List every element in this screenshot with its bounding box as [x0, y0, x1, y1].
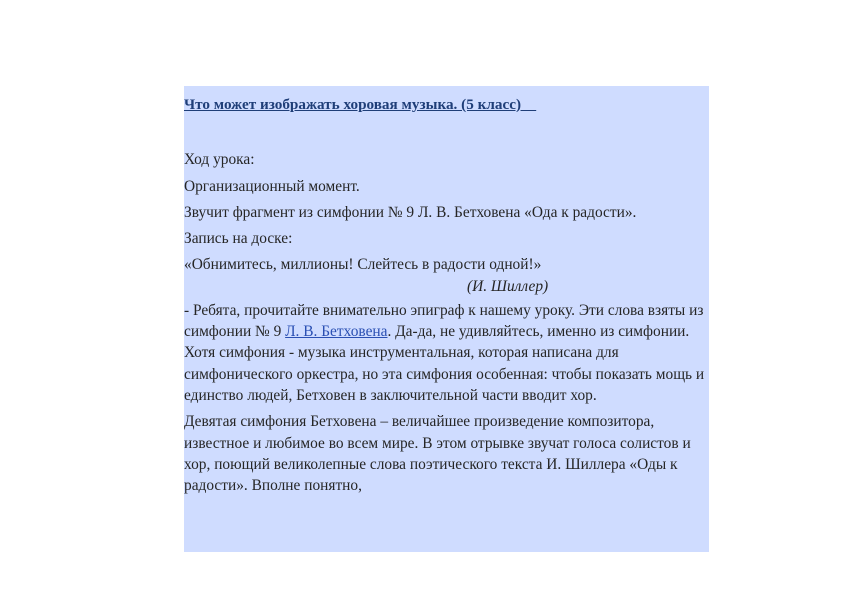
- epigraph-author: (И. Шиллер): [467, 277, 549, 295]
- beethoven-link[interactable]: Л. В. Бетховена: [285, 323, 388, 341]
- ninth-symphony-paragraph: Девятая симфония Бетховена – величайшее произведение композитора, известное и любимое во всем мире. В этом отрывке звучат голоса солистов и хор, поющий великолепные слова поэтического текста И. Шиллера «Оды к радости». Вполне понятно,: [184, 413, 691, 495]
- lesson-title: Что может изображать хоровая музыка. (5 класс): [184, 96, 537, 113]
- music-fragment-paragraph: Звучит фрагмент из симфонии № 9 Л. В. Бетховена «Ода к радости».: [184, 203, 637, 221]
- teacher-speech-part1: - Ребята, прочитайте внимательно эпиграф к нашему уроку. Эти слова взяты из симфонии № 9: [184, 301, 704, 341]
- lesson-progress-heading: Ход урока:: [184, 151, 255, 169]
- teacher-speech-paragraph: [184, 300, 709, 406]
- board-note-label: Запись на доске:: [184, 230, 293, 248]
- epigraph-quote: «Обнимитесь, миллионы! Слейтесь в радости одной!»: [184, 256, 542, 274]
- teacher-speech-part2: . Да-да, не удивляйтесь, именно из симфонии. Хотя симфония - музыка инструментальная, которая написана для симфонического оркестра, но эта симфония особенная: чтобы показать мощь и единство людей, Бетховен в заключительной части вводит хор.: [184, 323, 705, 404]
- organizational-moment: Организационный момент.: [184, 177, 360, 195]
- lesson-text-block: [184, 86, 709, 552]
